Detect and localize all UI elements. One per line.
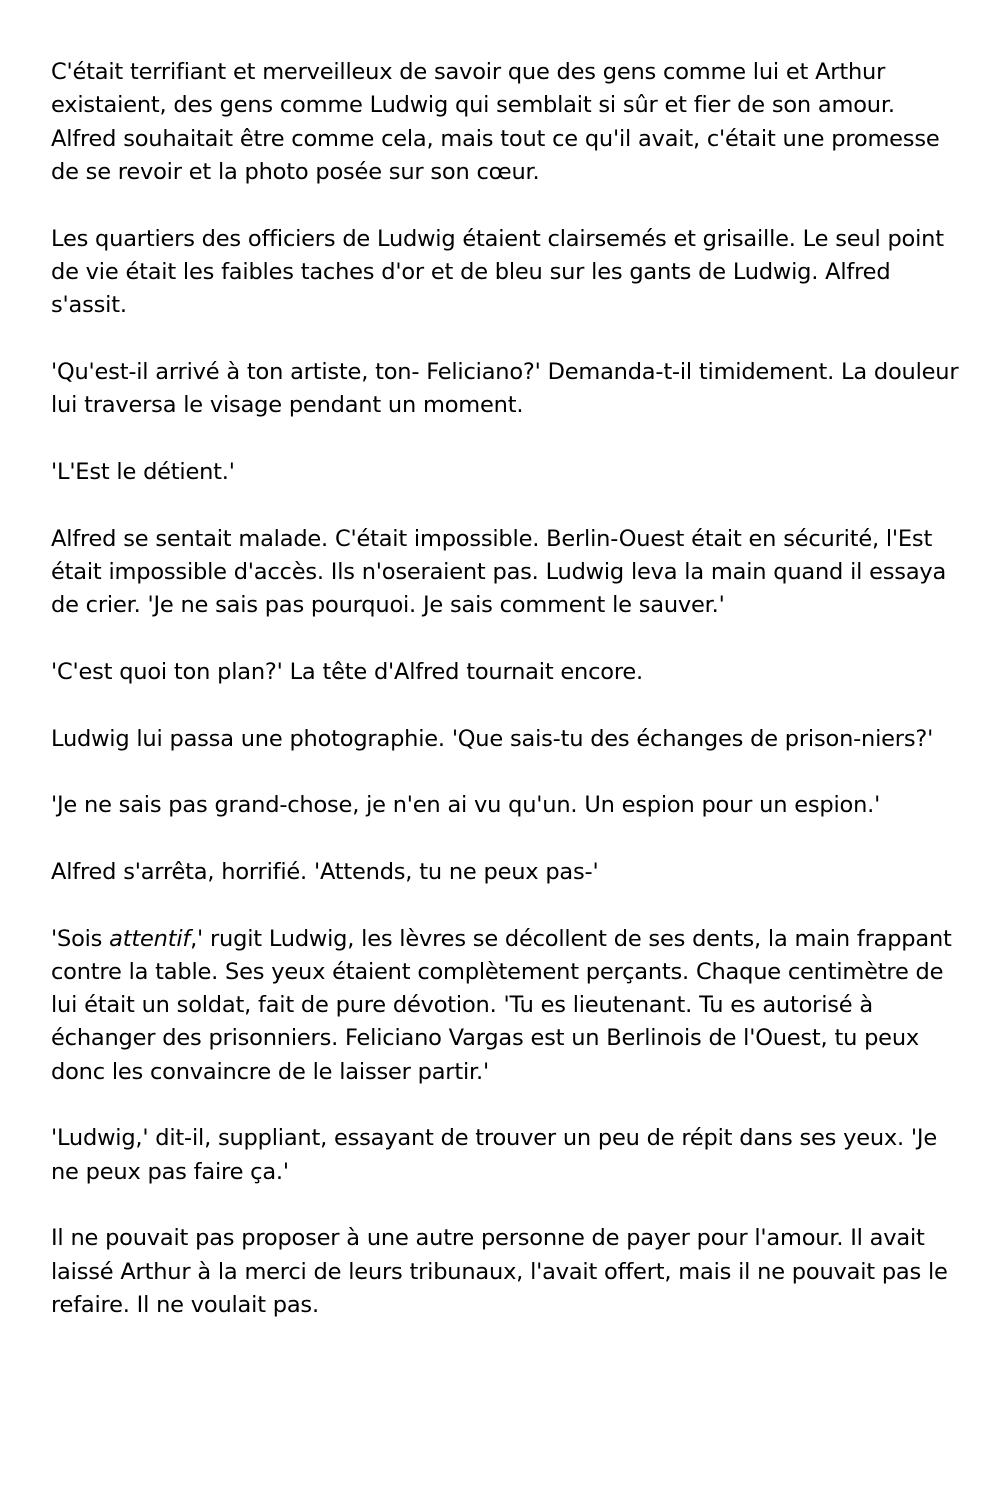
paragraph-text: C'était terrifiant et merveilleux de savoir que des gens comme lui et Arthur existaient, des gens comme Ludwig qui semblait si sûr et fier de son amour. Alfred souhaitait être comme cela, mais tout ce qu'il avait, c'était une promesse de se revoir et la photo posée sur son cœur. bbox=[51, 59, 940, 185]
document-body bbox=[51, 56, 966, 1356]
paragraph bbox=[51, 923, 966, 1089]
paragraph bbox=[51, 356, 966, 423]
paragraph-text: Ludwig lui passa une photographie. 'Que sais-tu des échanges de prison-niers?' bbox=[51, 725, 934, 752]
paragraph bbox=[51, 856, 966, 889]
paragraph-text: Il ne pouvait pas proposer à une autre personne de payer pour l'amour. Il avait laissé Arthur à la merci de leurs tribunaux, l'avait offert, mais il ne pouvait pas le refaire. Il ne voulait pas. bbox=[51, 1225, 948, 1319]
paragraph bbox=[51, 223, 966, 323]
paragraph-text: ,' rugit Ludwig, les lèvres se décollent de ses dents, la main frappant contre la table. Ses yeux étaient complètement perçants. Chaque centimètre de lui était un soldat, fait de pure dévotion. 'Tu es lieutenant. Tu es autorisé à échanger des prisonniers. Feliciano Vargas est un Berlinois de l'Ouest, tu peux donc les convaincre de le laisser partir.' bbox=[51, 925, 952, 1085]
paragraph bbox=[51, 1222, 966, 1322]
paragraph-text-italic: attentif bbox=[109, 925, 191, 952]
paragraph bbox=[51, 56, 966, 189]
paragraph bbox=[51, 656, 966, 689]
paragraph bbox=[51, 1122, 966, 1189]
paragraph-text: 'Je ne sais pas grand-chose, je n'en ai vu qu'un. Un espion pour un espion.' bbox=[51, 792, 881, 819]
paragraph-text: 'L'Est le détient.' bbox=[51, 458, 235, 485]
paragraph-text: 'Sois bbox=[51, 925, 110, 952]
paragraph-text: 'Ludwig,' dit-il, suppliant, essayant de trouver un peu de répit dans ses yeux. 'Je ne peux pas faire ça.' bbox=[51, 1125, 937, 1185]
paragraph-text: Alfred s'arrêta, horrifié. 'Attends, tu ne peux pas-' bbox=[51, 858, 599, 885]
paragraph bbox=[51, 523, 966, 623]
paragraph-text: 'C'est quoi ton plan?' La tête d'Alfred tournait encore. bbox=[51, 658, 643, 685]
paragraph bbox=[51, 789, 966, 822]
paragraph-text: Les quartiers des officiers de Ludwig étaient clairsemés et grisaille. Le seul point de vie était les faibles taches d'or et de bleu sur les gants de Ludwig. Alfred s'assit. bbox=[51, 225, 944, 319]
paragraph bbox=[51, 456, 966, 489]
paragraph-text: 'Qu'est-il arrivé à ton artiste, ton- Feliciano?' Demanda-t-il timidement. La douleur lui traversa le visage pendant un moment. bbox=[51, 358, 959, 419]
paragraph-text: Alfred se sentait malade. C'était impossible. Berlin-Ouest était en sécurité, l'Est était impossible d'accès. Ils n'oseraient pas. Ludwig leva la main quand il essaya de crier. 'Je ne sais pas pourquoi. Je sais comment le sauver.' bbox=[51, 525, 947, 619]
paragraph bbox=[51, 723, 966, 756]
